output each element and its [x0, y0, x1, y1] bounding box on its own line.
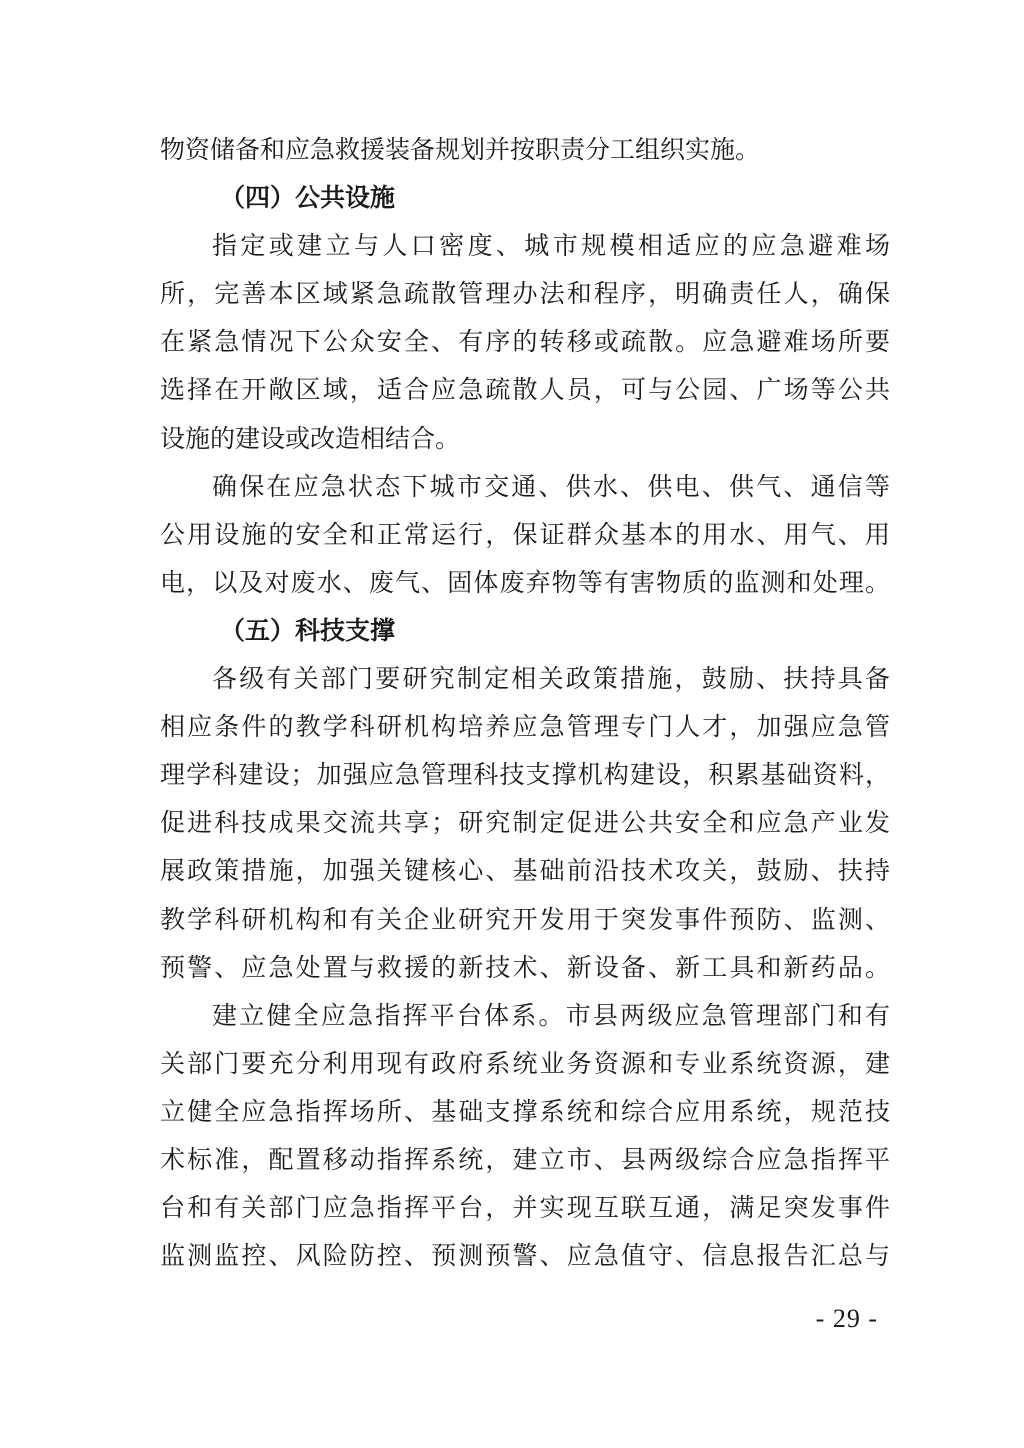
text-line: 关部门要充分利用现有政府系统业务资源和专业系统资源，建	[160, 1048, 890, 1078]
text-line: 台和有关部门应急指挥平台，并实现互联互通，满足突发事件	[160, 1193, 890, 1223]
text-line: 教学科研机构和有关企业研究开发用于突发事件预防、监测、	[160, 904, 890, 934]
text-line: 各级有关部门要研究制定相关政策措施，鼓励、扶持具备	[212, 664, 890, 694]
text-line: 监测监控、风险防控、预测预警、应急值守、信息报告汇总与	[160, 1241, 890, 1271]
text-line: 所，完善本区域紧急疏散管理办法和程序，明确责任人，确保	[160, 279, 890, 309]
text-line: 促进科技成果交流共享；研究制定促进公共安全和应急产业发	[160, 808, 890, 838]
text-line: 指定或建立与人口密度、城市规模相适应的应急避难场	[212, 231, 890, 261]
text-line: 电，以及对废水、废气、固体废弃物等有害物质的监测和处理。	[160, 567, 890, 597]
text-line: 建立健全应急指挥平台体系。市县两级应急管理部门和有	[212, 1000, 890, 1030]
text-line: 在紧急情况下公众安全、有序的转移或疏散。应急避难场所要	[160, 327, 890, 357]
text-line: 确保在应急状态下城市交通、供水、供电、供气、通信等	[212, 471, 890, 501]
section-heading-tech-support: （五）科技支撑	[220, 615, 396, 645]
text-line: 物资储备和应急救援装备规划并按职责分工组织实施。	[160, 135, 761, 164]
text-line: 术标准，配置移动指挥系统，建立市、县两级综合应急指挥平	[160, 1144, 890, 1174]
text-line: 公用设施的安全和正常运行，保证群众基本的用水、用气、用	[160, 519, 890, 549]
text-line: 展政策措施，加强关键核心、基础前沿技术攻关，鼓励、扶持	[160, 856, 890, 886]
section-heading-public-facilities: （四）公共设施	[220, 183, 396, 213]
text-line: 预警、应急处置与救援的新技术、新设备、新工具和新药品。	[160, 952, 890, 982]
text-line: 设施的建设或改造相结合。	[160, 423, 461, 453]
text-line: 相应条件的教学科研机构培养应急管理专门人才，加强应急管	[160, 712, 890, 742]
text-line: 立健全应急指挥场所、基础支撑系统和综合应用系统，规范技	[160, 1096, 890, 1126]
text-line: 选择在开敞区域，适合应急疏散人员，可与公园、广场等公共	[160, 375, 890, 405]
body-text	[160, 126, 890, 1280]
page-number: - 29 -	[815, 1304, 878, 1333]
text-line: 理学科建设；加强应急管理科技支撑机构建设，积累基础资料，	[160, 760, 890, 790]
